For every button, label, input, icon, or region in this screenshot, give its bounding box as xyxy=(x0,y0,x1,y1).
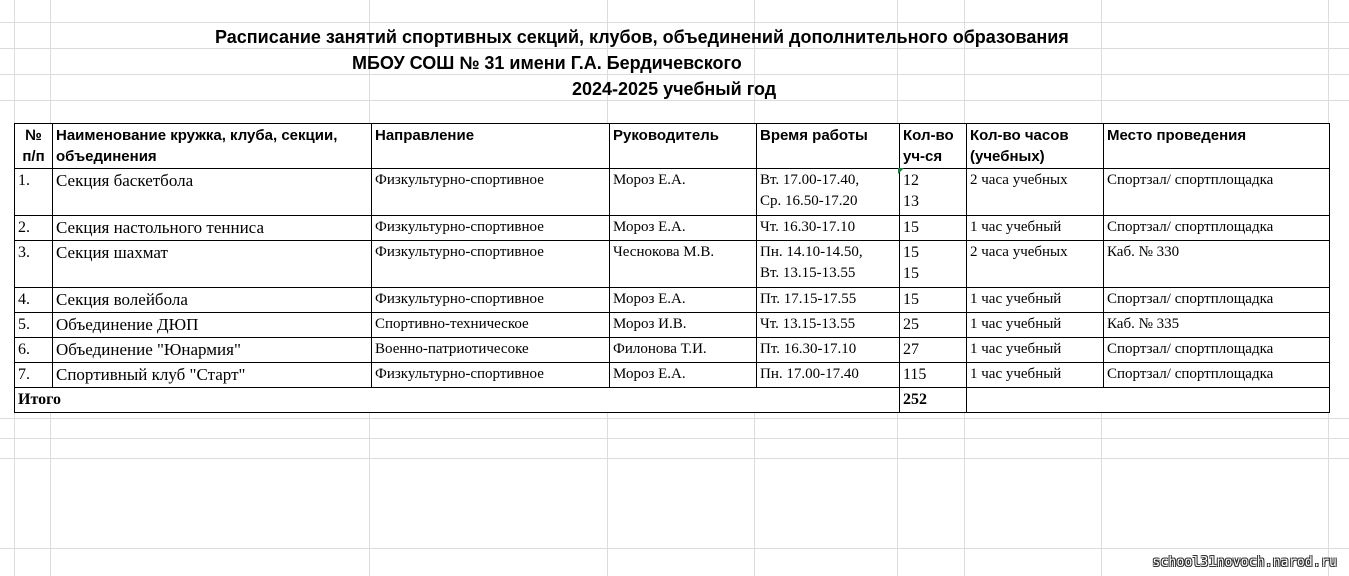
cell-name[interactable]: Спортивный клуб "Старт" xyxy=(53,363,372,388)
cell-place[interactable]: Спортзал/ спортплощадка xyxy=(1104,338,1330,363)
header-direction[interactable]: Направление xyxy=(372,124,610,169)
cell-leader[interactable]: Мороз Е.А. xyxy=(610,363,757,388)
cell-hours[interactable]: 2 часа учебных xyxy=(967,169,1104,216)
cell-leader[interactable]: Мороз И.В. xyxy=(610,313,757,338)
students-line: 15 xyxy=(903,265,919,282)
students-line: 13 xyxy=(903,193,919,210)
table-row xyxy=(15,169,1330,216)
cell-students[interactable] xyxy=(900,241,967,288)
cell-leader[interactable]: Филонова Т.И. xyxy=(610,338,757,363)
header-students[interactable]: Кол-во уч-ся xyxy=(900,124,967,169)
time-line: Вт. 17.00-17.40, xyxy=(760,172,860,188)
cell-time[interactable]: Чт. 13.15-13.55 xyxy=(757,313,900,338)
cell-students[interactable]: 15 xyxy=(900,216,967,241)
cell-hours[interactable]: 1 час учебный xyxy=(967,338,1104,363)
cell-name[interactable]: Объединение ДЮП xyxy=(53,313,372,338)
cell-leader[interactable]: Мороз Е.А. xyxy=(610,169,757,216)
cell-place[interactable]: Спортзал/ спортплощадка xyxy=(1104,216,1330,241)
students-line: 12 xyxy=(903,172,919,189)
cell-direction[interactable]: Физкультурно-спортивное xyxy=(372,216,610,241)
cell-hours[interactable]: 1 час учебный xyxy=(967,363,1104,388)
school-year: 2024-2025 учебный год xyxy=(572,79,777,99)
cell-leader[interactable]: Мороз Е.А. xyxy=(610,288,757,313)
cell-name[interactable]: Секция баскетбола xyxy=(53,169,372,216)
cell-leader[interactable]: Чеснокова М.В. xyxy=(610,241,757,288)
page-title: Расписание занятий спортивных секций, клубов, объединений дополнительного образования xyxy=(215,27,1069,47)
cell-leader[interactable]: Мороз Е.А. xyxy=(610,216,757,241)
students-line: 15 xyxy=(903,244,919,261)
cell-students[interactable]: 25 xyxy=(900,313,967,338)
table-row xyxy=(15,363,1330,388)
cell-students[interactable] xyxy=(900,169,967,216)
cell-place[interactable]: Спортзал/ спортплощадка xyxy=(1104,363,1330,388)
total-empty-cell[interactable] xyxy=(967,388,1330,413)
cell-direction[interactable]: Физкультурно-спортивное xyxy=(372,241,610,288)
cell-place[interactable]: Спортзал/ спортплощадка xyxy=(1104,169,1330,216)
cell-time[interactable] xyxy=(757,241,900,288)
cell-students[interactable]: 115 xyxy=(900,363,967,388)
table-row xyxy=(15,288,1330,313)
cell-direction[interactable]: Физкультурно-спортивное xyxy=(372,363,610,388)
cell-place[interactable]: Спортзал/ спортплощадка xyxy=(1104,288,1330,313)
time-line: Ср. 16.50-17.20 xyxy=(760,193,858,209)
table-row xyxy=(15,313,1330,338)
table-row xyxy=(15,241,1330,288)
total-row xyxy=(15,388,1330,413)
cell-hours[interactable]: 1 час учебный xyxy=(967,288,1104,313)
cell-time[interactable]: Пт. 17.15-17.55 xyxy=(757,288,900,313)
cell-num[interactable]: 1. xyxy=(15,169,53,216)
total-value[interactable]: 252 xyxy=(900,388,967,413)
cell-num[interactable]: 5. xyxy=(15,313,53,338)
cell-time[interactable] xyxy=(757,169,900,216)
cell-direction[interactable]: Военно-патриотичесоке xyxy=(372,338,610,363)
cell-hours[interactable]: 2 часа учебных xyxy=(967,241,1104,288)
time-line: Пн. 14.10-14.50, xyxy=(760,244,863,260)
header-leader[interactable]: Руководитель xyxy=(610,124,757,169)
cell-place[interactable]: Каб. № 330 xyxy=(1104,241,1330,288)
cell-direction[interactable]: Физкультурно-спортивное xyxy=(372,169,610,216)
cell-hours[interactable]: 1 час учебный xyxy=(967,313,1104,338)
cell-name[interactable]: Объединение "Юнармия" xyxy=(53,338,372,363)
header-num[interactable]: № п/п xyxy=(15,124,53,169)
cell-num[interactable]: 2. xyxy=(15,216,53,241)
header-hours[interactable]: Кол-во часов (учебных) xyxy=(967,124,1104,169)
table-row xyxy=(15,338,1330,363)
cell-time[interactable]: Пн. 17.00-17.40 xyxy=(757,363,900,388)
cell-num[interactable]: 4. xyxy=(15,288,53,313)
cell-students[interactable]: 27 xyxy=(900,338,967,363)
school-name: МБОУ СОШ № 31 имени Г.А. Бердичевского xyxy=(352,53,742,73)
cell-place[interactable]: Каб. № 335 xyxy=(1104,313,1330,338)
cell-num[interactable]: 3. xyxy=(15,241,53,288)
table-row xyxy=(15,216,1330,241)
total-label[interactable]: Итого xyxy=(15,388,900,413)
cell-num[interactable]: 7. xyxy=(15,363,53,388)
header-name[interactable]: Наименование кружка, клуба, секции, объединения xyxy=(53,124,372,169)
table-header-row xyxy=(15,124,1330,169)
cell-name[interactable]: Секция шахмат xyxy=(53,241,372,288)
schedule-table xyxy=(14,123,1330,413)
cell-num[interactable]: 6. xyxy=(15,338,53,363)
cell-time[interactable]: Чт. 16.30-17.10 xyxy=(757,216,900,241)
cell-hours[interactable]: 1 час учебный xyxy=(967,216,1104,241)
time-line: Вт. 13.15-13.55 xyxy=(760,265,856,281)
watermark: school31novoch.narod.ru xyxy=(1152,555,1337,570)
cell-direction[interactable]: Спортивно-техническое xyxy=(372,313,610,338)
cell-name[interactable]: Секция настольного тенниса xyxy=(53,216,372,241)
header-time[interactable]: Время работы xyxy=(757,124,900,169)
cell-comment-marker xyxy=(898,168,904,174)
cell-students[interactable]: 15 xyxy=(900,288,967,313)
cell-direction[interactable]: Физкультурно-спортивное xyxy=(372,288,610,313)
cell-time[interactable]: Пт. 16.30-17.10 xyxy=(757,338,900,363)
cell-name[interactable]: Секция волейбола xyxy=(53,288,372,313)
header-place[interactable]: Место проведения xyxy=(1104,124,1330,169)
